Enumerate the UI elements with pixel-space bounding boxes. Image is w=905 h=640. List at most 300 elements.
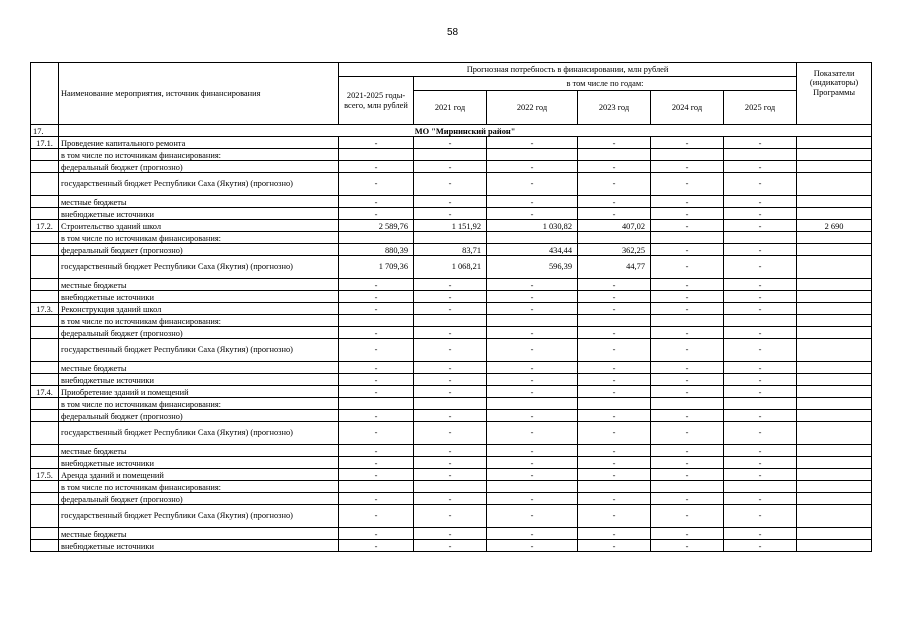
indicator-cell bbox=[797, 327, 872, 339]
value-cell: - bbox=[578, 327, 651, 339]
value-cell: - bbox=[339, 303, 414, 315]
value-cell: - bbox=[414, 540, 487, 552]
table-row bbox=[31, 481, 872, 493]
value-cell: - bbox=[487, 374, 578, 386]
value-cell bbox=[487, 232, 578, 244]
value-cell: - bbox=[339, 374, 414, 386]
row-number bbox=[31, 481, 59, 493]
value-cell: - bbox=[487, 422, 578, 445]
value-cell: - bbox=[414, 422, 487, 445]
value-cell: - bbox=[651, 173, 724, 196]
value-cell: - bbox=[339, 493, 414, 505]
funding-source-label: внебюджетные источники bbox=[59, 208, 339, 220]
value-cell: - bbox=[578, 196, 651, 208]
value-cell: 2 589,76 bbox=[339, 220, 414, 232]
value-cell: - bbox=[724, 505, 797, 528]
value-cell: - bbox=[339, 410, 414, 422]
row-number bbox=[31, 173, 59, 196]
value-cell: - bbox=[651, 327, 724, 339]
funding-source-label: внебюджетные источники bbox=[59, 291, 339, 303]
row-number bbox=[31, 279, 59, 291]
value-cell: - bbox=[578, 208, 651, 220]
row-number bbox=[31, 493, 59, 505]
value-cell: - bbox=[724, 173, 797, 196]
value-cell: - bbox=[724, 374, 797, 386]
table-row bbox=[31, 161, 872, 173]
indicator-cell bbox=[797, 374, 872, 386]
value-cell: - bbox=[487, 469, 578, 481]
funding-source-label: в том числе по источникам финансирования: bbox=[59, 481, 339, 493]
activity-title: Приобретение зданий и помещений bbox=[59, 386, 339, 398]
indicator-cell bbox=[797, 256, 872, 279]
row-number bbox=[31, 505, 59, 528]
row-number bbox=[31, 327, 59, 339]
value-cell bbox=[651, 149, 724, 161]
funding-source-label: местные бюджеты bbox=[59, 528, 339, 540]
value-cell: - bbox=[578, 173, 651, 196]
value-cell: - bbox=[651, 339, 724, 362]
row-number bbox=[31, 540, 59, 552]
indicator-cell bbox=[797, 315, 872, 327]
table-row bbox=[31, 279, 872, 291]
value-cell: 434,44 bbox=[487, 244, 578, 256]
value-cell: - bbox=[724, 469, 797, 481]
funding-source-label: государственный бюджет Республики Саха (Якутия) (прогнозно) bbox=[59, 339, 339, 362]
value-cell: - bbox=[414, 457, 487, 469]
value-cell: - bbox=[578, 422, 651, 445]
indicator-cell bbox=[797, 244, 872, 256]
value-cell: - bbox=[487, 279, 578, 291]
value-cell: - bbox=[487, 528, 578, 540]
value-cell: - bbox=[651, 208, 724, 220]
value-cell: - bbox=[651, 161, 724, 173]
value-cell: - bbox=[578, 161, 651, 173]
value-cell: - bbox=[414, 137, 487, 149]
indicator-cell: 2 690 bbox=[797, 220, 872, 232]
value-cell: - bbox=[578, 528, 651, 540]
header-year: 2021 год bbox=[414, 91, 487, 125]
value-cell: - bbox=[724, 445, 797, 457]
value-cell bbox=[578, 315, 651, 327]
value-cell: - bbox=[414, 374, 487, 386]
activity-title: Аренда зданий и помещений bbox=[59, 469, 339, 481]
funding-source-label: в том числе по источникам финансирования: bbox=[59, 315, 339, 327]
indicator-cell bbox=[797, 232, 872, 244]
table-row bbox=[31, 327, 872, 339]
value-cell: - bbox=[414, 279, 487, 291]
value-cell bbox=[651, 481, 724, 493]
table-row bbox=[31, 410, 872, 422]
value-cell bbox=[487, 149, 578, 161]
page-number: 58 bbox=[446, 27, 459, 38]
value-cell: - bbox=[487, 457, 578, 469]
header-indicators-column: Показатели (индикаторы) Программы bbox=[797, 63, 872, 125]
table-row bbox=[31, 422, 872, 445]
value-cell: 1 068,21 bbox=[414, 256, 487, 279]
header-number-cell bbox=[31, 63, 59, 125]
table-row bbox=[31, 374, 872, 386]
indicator-cell bbox=[797, 208, 872, 220]
table-row bbox=[31, 149, 872, 161]
value-cell: - bbox=[724, 137, 797, 149]
value-cell: - bbox=[339, 540, 414, 552]
value-cell: - bbox=[724, 457, 797, 469]
indicator-cell bbox=[797, 291, 872, 303]
row-number bbox=[31, 398, 59, 410]
value-cell bbox=[414, 398, 487, 410]
value-cell: 407,02 bbox=[578, 220, 651, 232]
funding-source-label: внебюджетные источники bbox=[59, 540, 339, 552]
value-cell: - bbox=[414, 291, 487, 303]
row-number bbox=[31, 457, 59, 469]
value-cell: - bbox=[339, 279, 414, 291]
indicator-cell bbox=[797, 303, 872, 315]
funding-source-label: государственный бюджет Республики Саха (Якутия) (прогнозно) bbox=[59, 505, 339, 528]
value-cell: - bbox=[651, 457, 724, 469]
value-cell: - bbox=[578, 505, 651, 528]
value-cell: - bbox=[414, 505, 487, 528]
value-cell bbox=[651, 315, 724, 327]
value-cell: - bbox=[651, 220, 724, 232]
indicator-cell bbox=[797, 481, 872, 493]
value-cell: - bbox=[651, 196, 724, 208]
value-cell bbox=[339, 315, 414, 327]
value-cell: 1 709,36 bbox=[339, 256, 414, 279]
value-cell: - bbox=[487, 410, 578, 422]
value-cell: - bbox=[414, 445, 487, 457]
indicator-cell bbox=[797, 196, 872, 208]
value-cell: - bbox=[414, 196, 487, 208]
value-cell bbox=[724, 481, 797, 493]
row-number bbox=[31, 232, 59, 244]
funding-source-label: федеральный бюджет (прогнозно) bbox=[59, 244, 339, 256]
funding-source-label: местные бюджеты bbox=[59, 279, 339, 291]
value-cell: - bbox=[578, 457, 651, 469]
row-number bbox=[31, 291, 59, 303]
value-cell: - bbox=[339, 208, 414, 220]
row-number bbox=[31, 149, 59, 161]
value-cell bbox=[724, 149, 797, 161]
row-number bbox=[31, 196, 59, 208]
table-row bbox=[31, 256, 872, 279]
table-row bbox=[31, 220, 872, 232]
value-cell: - bbox=[414, 469, 487, 481]
value-cell: - bbox=[651, 256, 724, 279]
value-cell: - bbox=[651, 410, 724, 422]
indicator-cell bbox=[797, 362, 872, 374]
value-cell: - bbox=[724, 410, 797, 422]
value-cell: - bbox=[414, 339, 487, 362]
table-row bbox=[31, 196, 872, 208]
value-cell: - bbox=[339, 445, 414, 457]
value-cell: 44,77 bbox=[578, 256, 651, 279]
value-cell bbox=[487, 315, 578, 327]
indicator-cell bbox=[797, 279, 872, 291]
row-number bbox=[31, 422, 59, 445]
row-number bbox=[31, 315, 59, 327]
row-number: 17.5. bbox=[31, 469, 59, 481]
value-cell: - bbox=[724, 244, 797, 256]
value-cell: - bbox=[487, 303, 578, 315]
funding-source-label: внебюджетные источники bbox=[59, 457, 339, 469]
header-year: 2022 год bbox=[487, 91, 578, 125]
value-cell: 1 151,92 bbox=[414, 220, 487, 232]
value-cell: - bbox=[578, 279, 651, 291]
table-row bbox=[31, 173, 872, 196]
row-number bbox=[31, 528, 59, 540]
value-cell: - bbox=[487, 173, 578, 196]
value-cell: - bbox=[724, 303, 797, 315]
indicator-cell bbox=[797, 398, 872, 410]
value-cell: - bbox=[578, 445, 651, 457]
value-cell: - bbox=[651, 493, 724, 505]
value-cell: - bbox=[724, 540, 797, 552]
table-row bbox=[31, 291, 872, 303]
funding-source-label: внебюджетные источники bbox=[59, 374, 339, 386]
value-cell: - bbox=[578, 362, 651, 374]
value-cell: - bbox=[414, 161, 487, 173]
table-row bbox=[31, 339, 872, 362]
value-cell: - bbox=[578, 303, 651, 315]
value-cell: - bbox=[487, 386, 578, 398]
value-cell bbox=[724, 398, 797, 410]
value-cell: - bbox=[414, 410, 487, 422]
value-cell: - bbox=[651, 137, 724, 149]
value-cell: - bbox=[651, 469, 724, 481]
value-cell: 880,39 bbox=[339, 244, 414, 256]
value-cell: - bbox=[651, 279, 724, 291]
value-cell: - bbox=[578, 386, 651, 398]
value-cell: - bbox=[414, 173, 487, 196]
funding-source-label: федеральный бюджет (прогнозно) bbox=[59, 493, 339, 505]
activity-title: Реконструкция зданий школ bbox=[59, 303, 339, 315]
funding-source-label: федеральный бюджет (прогнозно) bbox=[59, 161, 339, 173]
indicator-cell bbox=[797, 493, 872, 505]
activity-title: Строительство зданий школ bbox=[59, 220, 339, 232]
table-row bbox=[31, 445, 872, 457]
value-cell: - bbox=[414, 327, 487, 339]
value-cell: - bbox=[724, 220, 797, 232]
value-cell bbox=[724, 232, 797, 244]
funding-source-label: в том числе по источникам финансирования: bbox=[59, 398, 339, 410]
funding-source-label: федеральный бюджет (прогнозно) bbox=[59, 410, 339, 422]
value-cell: - bbox=[487, 291, 578, 303]
value-cell: - bbox=[339, 137, 414, 149]
value-cell: 83,71 bbox=[414, 244, 487, 256]
table-row bbox=[31, 303, 872, 315]
value-cell: - bbox=[339, 327, 414, 339]
value-cell: - bbox=[487, 327, 578, 339]
funding-source-label: государственный бюджет Республики Саха (Якутия) (прогнозно) bbox=[59, 422, 339, 445]
value-cell: - bbox=[651, 386, 724, 398]
row-number bbox=[31, 161, 59, 173]
value-cell: - bbox=[578, 540, 651, 552]
row-number bbox=[31, 256, 59, 279]
value-cell: - bbox=[724, 493, 797, 505]
value-cell bbox=[487, 398, 578, 410]
value-cell: - bbox=[339, 505, 414, 528]
funding-source-label: местные бюджеты bbox=[59, 445, 339, 457]
funding-source-label: местные бюджеты bbox=[59, 196, 339, 208]
value-cell: - bbox=[339, 161, 414, 173]
section-row bbox=[31, 125, 872, 137]
value-cell: - bbox=[339, 362, 414, 374]
table-row bbox=[31, 208, 872, 220]
value-cell: - bbox=[724, 528, 797, 540]
indicator-cell bbox=[797, 469, 872, 481]
funding-source-label: местные бюджеты bbox=[59, 362, 339, 374]
value-cell: - bbox=[724, 291, 797, 303]
value-cell: - bbox=[651, 445, 724, 457]
indicator-cell bbox=[797, 540, 872, 552]
value-cell bbox=[339, 398, 414, 410]
row-number bbox=[31, 362, 59, 374]
value-cell bbox=[487, 481, 578, 493]
table-row bbox=[31, 469, 872, 481]
value-cell: - bbox=[339, 173, 414, 196]
row-number: 17.2. bbox=[31, 220, 59, 232]
value-cell: - bbox=[651, 528, 724, 540]
header-year: 2024 год bbox=[651, 91, 724, 125]
value-cell: - bbox=[724, 422, 797, 445]
indicator-cell bbox=[797, 422, 872, 445]
value-cell: - bbox=[339, 196, 414, 208]
value-cell: - bbox=[487, 196, 578, 208]
value-cell: - bbox=[339, 339, 414, 362]
value-cell: 1 030,82 bbox=[487, 220, 578, 232]
value-cell bbox=[339, 149, 414, 161]
value-cell: - bbox=[578, 374, 651, 386]
value-cell: - bbox=[414, 386, 487, 398]
value-cell: - bbox=[414, 493, 487, 505]
value-cell: - bbox=[724, 279, 797, 291]
value-cell: - bbox=[651, 422, 724, 445]
section-title: МО "Мирнинский район" bbox=[59, 125, 872, 137]
funding-source-label: в том числе по источникам финансирования: bbox=[59, 149, 339, 161]
funding-source-label: государственный бюджет Республики Саха (Якутия) (прогнозно) bbox=[59, 173, 339, 196]
value-cell: - bbox=[578, 410, 651, 422]
value-cell: - bbox=[487, 540, 578, 552]
value-cell: - bbox=[724, 339, 797, 362]
value-cell: - bbox=[487, 493, 578, 505]
header-year: 2023 год bbox=[578, 91, 651, 125]
value-cell: - bbox=[651, 303, 724, 315]
value-cell: 362,25 bbox=[578, 244, 651, 256]
funding-source-label: в том числе по источникам финансирования: bbox=[59, 232, 339, 244]
row-number bbox=[31, 208, 59, 220]
table-row bbox=[31, 315, 872, 327]
value-cell: - bbox=[651, 244, 724, 256]
value-cell: - bbox=[487, 445, 578, 457]
table-row bbox=[31, 137, 872, 149]
value-cell: - bbox=[339, 469, 414, 481]
value-cell: 596,39 bbox=[487, 256, 578, 279]
table-row bbox=[31, 244, 872, 256]
funding-source-label: федеральный бюджет (прогнозно) bbox=[59, 327, 339, 339]
section-number: 17. bbox=[31, 125, 59, 137]
indicator-cell bbox=[797, 339, 872, 362]
indicator-cell bbox=[797, 505, 872, 528]
value-cell: - bbox=[651, 374, 724, 386]
value-cell: - bbox=[578, 339, 651, 362]
header-name-column: Наименование мероприятия, источник финансирования bbox=[59, 63, 339, 125]
value-cell: - bbox=[651, 362, 724, 374]
row-number: 17.1. bbox=[31, 137, 59, 149]
value-cell: - bbox=[414, 528, 487, 540]
value-cell: - bbox=[724, 362, 797, 374]
value-cell bbox=[414, 232, 487, 244]
value-cell: - bbox=[578, 469, 651, 481]
value-cell: - bbox=[487, 505, 578, 528]
value-cell: - bbox=[339, 386, 414, 398]
value-cell: - bbox=[724, 161, 797, 173]
value-cell: - bbox=[724, 386, 797, 398]
value-cell: - bbox=[339, 528, 414, 540]
table-row bbox=[31, 362, 872, 374]
table-row bbox=[31, 540, 872, 552]
value-cell bbox=[578, 232, 651, 244]
table-body bbox=[31, 125, 872, 552]
indicator-cell bbox=[797, 386, 872, 398]
row-number bbox=[31, 339, 59, 362]
header-by-years: в том числе по годам: bbox=[414, 77, 797, 91]
value-cell bbox=[578, 149, 651, 161]
value-cell: - bbox=[487, 161, 578, 173]
value-cell: - bbox=[487, 208, 578, 220]
header-total-column: 2021-2025 годы- всего, млн рублей bbox=[339, 77, 414, 125]
table-row bbox=[31, 505, 872, 528]
value-cell bbox=[651, 232, 724, 244]
value-cell: - bbox=[724, 327, 797, 339]
row-number bbox=[31, 445, 59, 457]
value-cell: - bbox=[487, 339, 578, 362]
value-cell bbox=[578, 398, 651, 410]
value-cell: - bbox=[414, 208, 487, 220]
value-cell: - bbox=[414, 362, 487, 374]
indicator-cell bbox=[797, 161, 872, 173]
value-cell: - bbox=[487, 137, 578, 149]
value-cell: - bbox=[724, 256, 797, 279]
table-row bbox=[31, 386, 872, 398]
value-cell bbox=[414, 315, 487, 327]
indicator-cell bbox=[797, 137, 872, 149]
row-number: 17.4. bbox=[31, 386, 59, 398]
value-cell: - bbox=[651, 291, 724, 303]
value-cell bbox=[339, 232, 414, 244]
table-row bbox=[31, 528, 872, 540]
value-cell: - bbox=[578, 137, 651, 149]
value-cell: - bbox=[724, 208, 797, 220]
value-cell: - bbox=[414, 303, 487, 315]
indicator-cell bbox=[797, 457, 872, 469]
value-cell: - bbox=[724, 196, 797, 208]
value-cell: - bbox=[339, 291, 414, 303]
row-number bbox=[31, 410, 59, 422]
header-year: 2025 год bbox=[724, 91, 797, 125]
row-number bbox=[31, 374, 59, 386]
financing-table bbox=[30, 62, 872, 552]
value-cell: - bbox=[339, 422, 414, 445]
value-cell bbox=[414, 149, 487, 161]
value-cell bbox=[578, 481, 651, 493]
activity-title: Проведение капитального ремонта bbox=[59, 137, 339, 149]
table-row bbox=[31, 493, 872, 505]
indicator-cell bbox=[797, 149, 872, 161]
header-forecast-need: Прогнозная потребность в финансировании, млн рублей bbox=[339, 63, 797, 77]
table-header bbox=[31, 63, 872, 125]
table-row bbox=[31, 398, 872, 410]
value-cell: - bbox=[487, 362, 578, 374]
